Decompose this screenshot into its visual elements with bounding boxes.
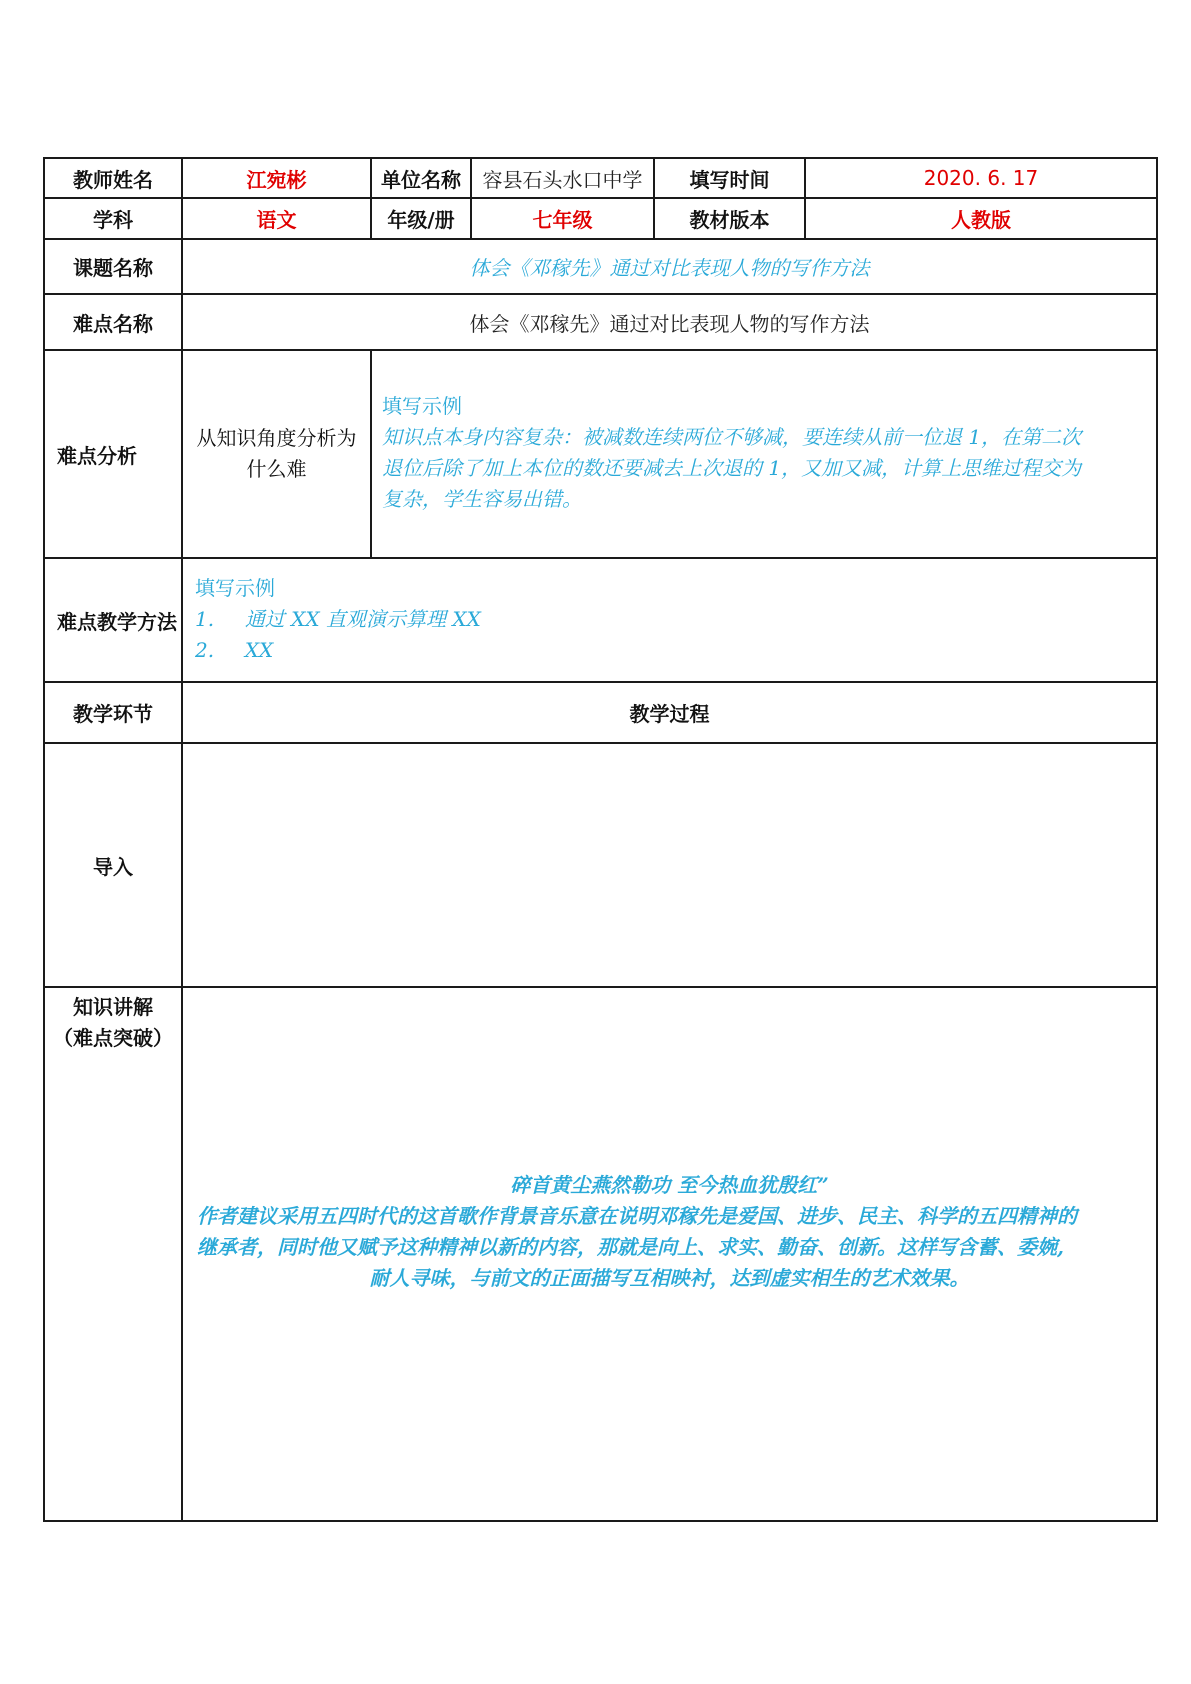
method-item-2 xyxy=(195,635,1146,666)
teaching-method-cell xyxy=(182,558,1157,682)
difficulty-name-label: 难点名称 xyxy=(44,294,182,350)
teacher-label: 教师姓名 xyxy=(44,158,182,198)
edition-value: 人教版 xyxy=(805,198,1157,239)
subject-label: 学科 xyxy=(44,198,182,239)
knowledge-para-line3: 耐人寻味，与前文的正面描写互相映衬，达到虚实相生的艺术效果。 xyxy=(369,1266,970,1290)
process-header-row xyxy=(44,682,1157,743)
difficulty-name-value: 体会《邓稼先》通过对比表现人物的写作方法 xyxy=(182,294,1157,350)
knowledge-para-line1: 作者建议采用五四时代的这首歌作背景音乐意在说明邓稼先是爱国、进步、民主、科学的五四精神的 xyxy=(197,1204,1077,1228)
analysis-angle-cell xyxy=(182,350,371,558)
date-label: 填写时间 xyxy=(654,158,805,198)
knowledge-poem-line: 碎首黄尘燕然勒功 至今热血犹殷红” xyxy=(510,1173,829,1197)
teaching-method-label: 难点教学方法 xyxy=(44,558,182,682)
knowledge-para-line2: 继承者，同时他又赋予这种精神以新的内容，那就是向上、求实、勤奋、创新。这样写含蓄、委婉, xyxy=(197,1235,1064,1259)
teacher-name: 江宛彬 xyxy=(182,158,371,198)
difficulty-analysis-row xyxy=(44,350,1157,558)
header-row-2 xyxy=(44,198,1157,239)
grade-label: 年级/册 xyxy=(371,198,471,239)
topic-value: 体会《邓稼先》通过对比表现人物的写作方法 xyxy=(182,239,1157,294)
analysis-example-line2: 退位后除了加上本位的数还要减去上次退的 1，又加又减，计算上思维过程交为 xyxy=(382,456,1082,480)
analysis-example-title: 填写示例 xyxy=(382,394,462,418)
intro-label: 导入 xyxy=(44,743,182,987)
topic-row xyxy=(44,239,1157,294)
method-item-1-num: 1. xyxy=(195,607,215,631)
analysis-angle-line1: 从知识角度分析为 xyxy=(196,426,357,450)
unit-label: 单位名称 xyxy=(371,158,471,198)
method-example-title: 填写示例 xyxy=(195,576,275,600)
edition-label: 教材版本 xyxy=(654,198,805,239)
method-item-1 xyxy=(195,604,1146,635)
method-item-1-text: 通过 XX 直观演示算理 XX xyxy=(244,607,481,631)
difficulty-name-row xyxy=(44,294,1157,350)
knowledge-label-cell xyxy=(44,987,182,1521)
method-item-2-text: XX xyxy=(244,638,274,662)
difficulty-analysis-label: 难点分析 xyxy=(44,350,182,558)
header-row-1 xyxy=(44,158,1157,198)
process-step-label: 教学环节 xyxy=(44,682,182,743)
analysis-angle-line2: 什么难 xyxy=(246,457,307,481)
knowledge-label-line2: （难点突破） xyxy=(53,1026,173,1050)
analysis-example-cell xyxy=(371,350,1157,558)
date-value: 2020. 6. 17 xyxy=(805,158,1157,198)
process-title: 教学过程 xyxy=(182,682,1157,743)
analysis-example-line3: 复杂，学生容易出错。 xyxy=(382,487,582,511)
analysis-example-line1: 知识点本身内容复杂：被减数连续两位不够减，要连续从前一位退 1，在第二次 xyxy=(382,425,1082,449)
knowledge-label-line1: 知识讲解 xyxy=(73,995,153,1019)
knowledge-content-cell xyxy=(182,987,1157,1521)
intro-row xyxy=(44,743,1157,987)
unit-name: 容县石头水口中学 xyxy=(471,158,654,198)
subject-value: 语文 xyxy=(182,198,371,239)
intro-content xyxy=(182,743,1157,987)
lesson-plan-table xyxy=(43,157,1158,1522)
grade-value: 七年级 xyxy=(471,198,654,239)
teaching-method-row xyxy=(44,558,1157,682)
knowledge-row xyxy=(44,987,1157,1521)
topic-label: 课题名称 xyxy=(44,239,182,294)
method-item-2-num: 2. xyxy=(195,638,215,662)
